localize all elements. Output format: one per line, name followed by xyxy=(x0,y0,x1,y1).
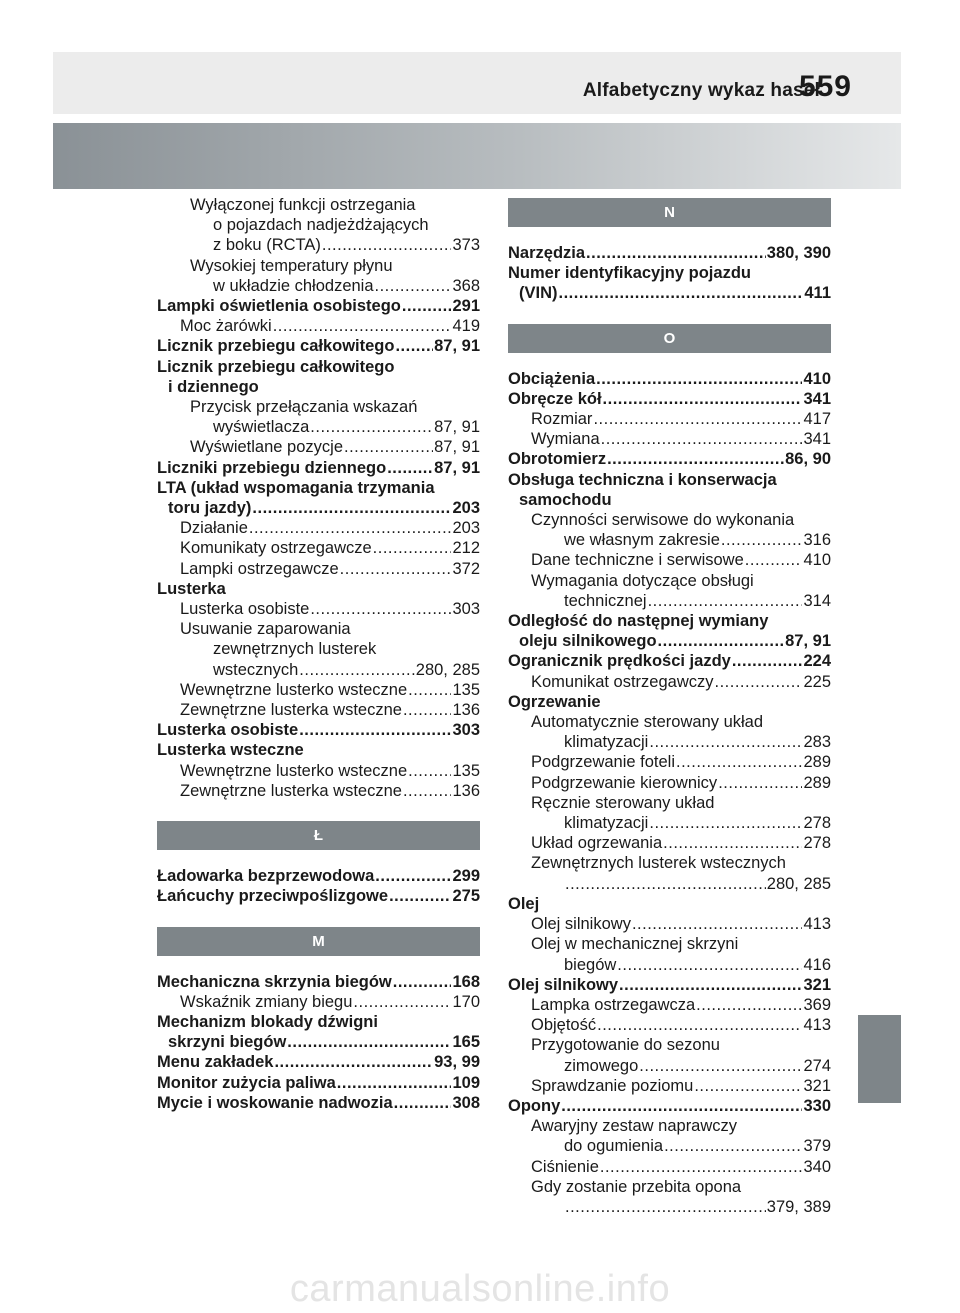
dot-leader xyxy=(664,1136,802,1156)
dot-leader xyxy=(394,1093,452,1113)
dot-leader xyxy=(408,761,451,781)
dot-leader xyxy=(601,429,803,449)
dot-leader xyxy=(648,591,803,611)
index-entry-term: Komunikaty ostrzegawcze xyxy=(180,539,372,558)
dot-leader xyxy=(310,417,433,437)
index-entry-term: Przycisk przełączania wskazań xyxy=(190,398,418,417)
dot-leader xyxy=(617,955,802,975)
index-entry-page: 86, 90 xyxy=(785,450,831,469)
dot-leader xyxy=(593,409,802,429)
index-entry xyxy=(508,571,831,591)
index-entry xyxy=(157,1012,480,1032)
index-entry-term: Olej w mechanicznej skrzyni xyxy=(531,935,739,954)
index-entry-page: 413 xyxy=(803,1016,831,1035)
index-entry-term: o pojazdach nadjeżdżających xyxy=(213,216,429,235)
dot-leader xyxy=(565,874,766,894)
index-entry-term: Ładowarka bezprzewodowa xyxy=(157,867,375,886)
dot-leader xyxy=(721,530,803,550)
dot-leader xyxy=(649,732,802,752)
index-entry-page: 321 xyxy=(803,975,831,994)
index-entry-page: 170 xyxy=(452,992,480,1011)
index-entry-term: samochodu xyxy=(519,490,612,509)
dot-leader xyxy=(393,972,452,992)
section-header: N xyxy=(508,198,831,227)
index-entry xyxy=(157,215,480,235)
index-entry-term: Lampki oświetlenia osobistego xyxy=(157,297,401,316)
index-entry-page: 303 xyxy=(452,721,480,740)
index-entry xyxy=(157,235,480,255)
index-entry xyxy=(157,1052,480,1072)
section-header: O xyxy=(508,324,831,353)
index-entry-term: Obrotomierz xyxy=(508,450,607,469)
dot-leader xyxy=(299,660,414,680)
dot-leader xyxy=(732,651,803,671)
index-entry xyxy=(508,409,831,429)
index-entry-term: Zewnętrzne lusterka wsteczne xyxy=(180,701,402,720)
index-entry-page: 308 xyxy=(452,1093,480,1112)
index-entry-term: Lusterka osobiste xyxy=(180,600,310,619)
index-entry xyxy=(508,1197,831,1217)
index-entry-page: 291 xyxy=(452,297,480,316)
dot-leader xyxy=(715,672,803,692)
index-entry-page: 316 xyxy=(803,531,831,550)
dot-leader xyxy=(619,975,802,995)
index-entry xyxy=(157,256,480,276)
index-entry xyxy=(157,498,480,518)
dot-leader xyxy=(375,276,452,296)
dot-leader xyxy=(344,437,433,457)
index-entry-page: 369 xyxy=(803,995,831,1014)
dot-leader xyxy=(663,833,802,853)
dot-leader xyxy=(639,1056,802,1076)
index-entry-term: Wymiana xyxy=(531,430,600,449)
index-entry xyxy=(157,992,480,1012)
index-entry-term: Gdy zostanie przebita opona xyxy=(531,1177,742,1196)
index-entry-term: Obsługa techniczna i konserwacja xyxy=(508,470,777,489)
watermark: carmanualsonline.info xyxy=(289,1268,671,1310)
index-entry xyxy=(157,316,480,336)
dot-leader xyxy=(586,243,766,263)
index-entry xyxy=(508,874,831,894)
index-entry-term: Wysokiej temperatury płynu xyxy=(190,256,393,275)
index-entry-page: 225 xyxy=(803,672,831,691)
index-entry xyxy=(508,773,831,793)
index-entry xyxy=(508,470,831,490)
dot-leader xyxy=(565,1197,766,1217)
dot-leader xyxy=(658,631,785,651)
index-entry-page: 224 xyxy=(803,652,831,671)
index-entry xyxy=(157,720,480,740)
index-entry-term: Opony xyxy=(508,1096,561,1115)
index-entry-page: 341 xyxy=(803,389,831,408)
index-entry-term: Lampki ostrzegawcze xyxy=(180,559,339,578)
index-entry-page: 340 xyxy=(803,1157,831,1176)
index-entry-term: Czynności serwisowe do wykonania xyxy=(531,511,795,530)
index-entry-term: Licznik przebiegu całkowitego xyxy=(157,337,395,356)
index-entry-term: LTA (układ wspomagania trzymania xyxy=(157,478,435,497)
dot-leader xyxy=(337,1073,452,1093)
dot-leader xyxy=(340,559,452,579)
index-entry xyxy=(157,680,480,700)
dot-leader xyxy=(676,752,802,772)
index-entry xyxy=(508,1177,831,1197)
index-entry-term: wyświetlacza xyxy=(213,418,310,437)
index-entry xyxy=(508,1056,831,1076)
index-entry-term: i dziennego xyxy=(168,377,259,396)
dot-leader xyxy=(387,458,433,478)
index-entry-term: Olej xyxy=(508,894,540,913)
index-entry-page: 87, 91 xyxy=(785,632,831,651)
index-entry-term: Olej silnikowy xyxy=(508,975,619,994)
dot-leader xyxy=(403,700,452,720)
index-entry xyxy=(508,449,831,469)
index-entry xyxy=(157,377,480,397)
index-entry-term: technicznej xyxy=(564,591,647,610)
index-entry xyxy=(508,955,831,975)
index-entry-page: 410 xyxy=(803,369,831,388)
index-entry xyxy=(508,914,831,934)
index-entry-term: Menu zakładek xyxy=(157,1053,274,1072)
index-entry xyxy=(157,781,480,801)
index-entry xyxy=(157,357,480,377)
index-entry-page: 136 xyxy=(452,781,480,800)
index-entry-page: 135 xyxy=(452,761,480,780)
dot-leader xyxy=(408,680,451,700)
index-entry-page: 330 xyxy=(803,1096,831,1115)
index-entry xyxy=(157,559,480,579)
index-entry-page: 168 xyxy=(452,972,480,991)
index-entry-term: do ogumienia xyxy=(564,1137,664,1156)
index-entry xyxy=(508,1157,831,1177)
index-entry-page: 411 xyxy=(804,284,831,303)
index-entry-term: Wyłączonej funkcji ostrzegania xyxy=(190,196,416,214)
index-entry-term: Licznik przebiegu całkowitego xyxy=(157,357,395,376)
index-entry-page: 87, 91 xyxy=(434,438,480,457)
index-entry xyxy=(157,740,480,760)
index-entry xyxy=(508,732,831,752)
dot-leader xyxy=(274,1052,433,1072)
index-entry-page: 274 xyxy=(803,1056,831,1075)
section-tab-marker xyxy=(858,1015,901,1103)
index-entry xyxy=(508,530,831,550)
index-entry-term: Lampka ostrzegawcza xyxy=(531,995,696,1014)
index-entry xyxy=(508,550,831,570)
index-entry xyxy=(508,510,831,530)
decorative-banner xyxy=(53,123,901,189)
dot-leader xyxy=(395,336,433,356)
index-entry-page: 303 xyxy=(452,600,480,619)
index-entry xyxy=(508,631,831,651)
index-entry xyxy=(508,853,831,873)
index-entry-page: 283 xyxy=(803,733,831,752)
section-header: M xyxy=(157,927,480,956)
index-entry-term: Wewnętrzne lusterko wsteczne xyxy=(180,761,408,780)
index-entry-page: 212 xyxy=(452,539,480,558)
dot-leader xyxy=(596,369,802,389)
dot-leader xyxy=(252,498,451,518)
index-entry xyxy=(157,538,480,558)
index-entry-term: Mechaniczna skrzynia biegów xyxy=(157,972,392,991)
index-entry xyxy=(157,518,480,538)
index-entry-page: 289 xyxy=(803,773,831,792)
index-entry xyxy=(508,752,831,772)
index-entry xyxy=(508,1136,831,1156)
index-entry-term: skrzyni biegów xyxy=(168,1033,287,1052)
index-entry-page: 380, 390 xyxy=(766,244,831,262)
index-entry xyxy=(157,660,480,680)
index-entry-term: zewnętrznych lusterek xyxy=(213,640,377,659)
index-entry xyxy=(157,195,480,215)
index-entry-page: 417 xyxy=(803,410,831,429)
index-entry-page: 203 xyxy=(452,519,480,538)
index-entry xyxy=(508,429,831,449)
index-entry-term: Rozmiar xyxy=(531,410,593,429)
index-entry-page: 419 xyxy=(452,317,480,336)
index-entry xyxy=(508,490,831,510)
index-entry-term: Liczniki przebiegu dziennego xyxy=(157,458,387,477)
dot-leader xyxy=(249,518,452,538)
index-entry-term: Sprawdzanie poziomu xyxy=(531,1076,694,1095)
section-header: Ł xyxy=(157,821,480,850)
index-column-right xyxy=(508,195,831,1217)
index-entry-page: 87, 91 xyxy=(434,337,480,356)
index-entry-page: 289 xyxy=(803,753,831,772)
index-entry-page: 203 xyxy=(452,499,480,518)
index-entry xyxy=(157,761,480,781)
index-entry xyxy=(508,712,831,732)
index-entry-page: 372 xyxy=(452,559,480,578)
dot-leader xyxy=(561,1096,802,1116)
index-entry-page: 321 xyxy=(803,1076,831,1095)
index-entry-term: Ogrzewanie xyxy=(508,692,601,711)
dot-leader xyxy=(287,1032,451,1052)
index-entry-page: 314 xyxy=(803,591,831,610)
index-entry-page: 87, 91 xyxy=(434,458,480,477)
index-entry-term: Narzędzia xyxy=(508,244,586,262)
index-entry xyxy=(508,263,831,283)
index-entry-term: Podgrzewanie foteli xyxy=(531,753,676,772)
index-entry-term: Wskaźnik zmiany biegu xyxy=(180,992,353,1011)
dot-leader xyxy=(718,773,802,793)
index-entry-page: 109 xyxy=(452,1073,480,1092)
index-entry-term: Zewnętrznych lusterek wstecznych xyxy=(531,854,786,873)
index-entry-term: toru jazdy) xyxy=(168,499,252,518)
index-entry-page: 416 xyxy=(803,955,831,974)
dot-leader xyxy=(745,550,803,570)
index-entry xyxy=(508,369,831,389)
index-entry-page: 379, 389 xyxy=(766,1197,831,1216)
page-title: Alfabetyczny wykaz haseł xyxy=(582,80,820,101)
index-entry-term: Ogranicznik prędkości jazdy xyxy=(508,652,731,671)
index-entry-term: Układ ogrzewania xyxy=(531,834,663,853)
index-column-left xyxy=(157,195,480,1113)
dot-leader xyxy=(597,1015,802,1035)
dot-leader xyxy=(273,316,452,336)
index-entry-page: 341 xyxy=(803,430,831,449)
dot-leader xyxy=(299,720,451,740)
index-entry-page: 410 xyxy=(803,551,831,570)
index-entry xyxy=(508,833,831,853)
index-entry xyxy=(157,700,480,720)
index-entry xyxy=(157,397,480,417)
index-entry xyxy=(508,1076,831,1096)
index-entry xyxy=(157,1073,480,1093)
index-entry-term: Dane techniczne i serwisowe xyxy=(531,551,744,570)
index-entry-page: 275 xyxy=(452,887,480,906)
dot-leader xyxy=(696,995,802,1015)
index-entry-term: Usuwanie zaparowania xyxy=(180,620,351,639)
index-entry xyxy=(157,1032,480,1052)
index-entry-term: Ręcznie sterowany układ xyxy=(531,793,715,812)
index-entry xyxy=(508,1015,831,1035)
index-entry-term: w układzie chłodzenia xyxy=(213,276,374,295)
index-entry xyxy=(508,672,831,692)
index-entry xyxy=(508,813,831,833)
dot-leader xyxy=(310,599,451,619)
index-entry xyxy=(157,478,480,498)
index-entry-page: 87, 91 xyxy=(434,418,480,437)
index-entry-term: Wewnętrzne lusterko wsteczne xyxy=(180,680,408,699)
index-entry xyxy=(157,886,480,906)
index-entry-term: Zewnętrzne lusterka wsteczne xyxy=(180,781,402,800)
index-entry-term: Działanie xyxy=(180,519,248,538)
index-entry-term: oleju silnikowego xyxy=(519,632,657,651)
index-entry-term: wstecznych xyxy=(213,660,299,679)
index-entry xyxy=(508,1096,831,1116)
dot-leader xyxy=(389,886,451,906)
index-entry-page: 278 xyxy=(803,834,831,853)
index-entry-term: Komunikat ostrzegawczy xyxy=(531,672,714,691)
index-entry xyxy=(157,296,480,316)
index-entry-term: Numer identyfikacyjny pojazdu xyxy=(508,264,751,283)
index-entry xyxy=(157,276,480,296)
index-entry-page: 165 xyxy=(452,1033,480,1052)
index-entry xyxy=(157,866,480,886)
dot-leader xyxy=(373,538,452,558)
dot-leader xyxy=(403,781,452,801)
index-entry-page: 379 xyxy=(803,1137,831,1156)
index-entry-term: zimowego xyxy=(564,1056,639,1075)
index-entry-term: (VIN) xyxy=(519,284,558,303)
index-entry xyxy=(508,611,831,631)
dot-leader xyxy=(559,283,804,303)
index-entry xyxy=(508,793,831,813)
index-entry-term: Przygotowanie do sezonu xyxy=(531,1036,720,1055)
index-entry-term: Podgrzewanie kierownicy xyxy=(531,773,718,792)
index-entry-term: Łańcuchy przeciwpoślizgowe xyxy=(157,887,389,906)
index-entry xyxy=(508,894,831,914)
index-entry-term: klimatyzacji xyxy=(564,733,649,752)
index-entry-term: Ciśnienie xyxy=(531,1157,599,1176)
index-entry xyxy=(157,417,480,437)
index-entry-term: Lusterka wsteczne xyxy=(157,741,304,760)
index-entry xyxy=(157,437,480,457)
index-entry-term: Lusterka xyxy=(157,579,226,598)
dot-leader xyxy=(632,914,803,934)
index-entry xyxy=(508,975,831,995)
index-entry-page: 413 xyxy=(803,915,831,934)
dot-leader xyxy=(694,1076,802,1096)
index-entry xyxy=(508,651,831,671)
index-entry-term: biegów xyxy=(564,955,617,974)
dot-leader xyxy=(600,1157,803,1177)
index-entry-term: Mycie i woskowanie nadwozia xyxy=(157,1093,393,1112)
index-entry-page: 299 xyxy=(452,867,480,886)
index-entry-page: 280, 285 xyxy=(766,874,831,893)
index-entry-term: Lusterka osobiste xyxy=(157,721,299,740)
index-entry xyxy=(508,243,831,263)
index-entry-term: z boku (RCTA) xyxy=(213,236,321,255)
index-entry-page: 280, 285 xyxy=(415,660,480,679)
index-entry-term: Objętość xyxy=(531,1016,597,1035)
index-entry xyxy=(157,639,480,659)
index-entry xyxy=(508,1035,831,1055)
index-entry xyxy=(157,972,480,992)
index-entry xyxy=(508,389,831,409)
index-entry-page: 136 xyxy=(452,701,480,720)
index-entry-term: Monitor zużycia paliwa xyxy=(157,1073,336,1092)
index-entry-page: 368 xyxy=(452,276,480,295)
dot-leader xyxy=(322,235,452,255)
index-entry-term: Olej silnikowy xyxy=(531,915,631,934)
index-entry-term: Obciążenia xyxy=(508,369,596,388)
index-entry xyxy=(508,591,831,611)
index-entry xyxy=(157,1093,480,1113)
index-entry xyxy=(508,934,831,954)
index-entry-term: Automatycznie sterowany układ xyxy=(531,713,764,732)
dot-leader xyxy=(603,389,803,409)
dot-leader xyxy=(375,866,451,886)
index-entry-term: Mechanizm blokady dźwigni xyxy=(157,1012,378,1031)
index-entry-page: 278 xyxy=(803,814,831,833)
index-entry xyxy=(508,995,831,1015)
index-entry xyxy=(157,458,480,478)
index-entry-page: 135 xyxy=(452,680,480,699)
page-number: 559 xyxy=(798,70,852,103)
index-entry xyxy=(157,619,480,639)
index-entry xyxy=(508,1116,831,1136)
index-entry-page: 93, 99 xyxy=(434,1053,480,1072)
index-entry-term: Obręcze kół xyxy=(508,389,602,408)
index-entry xyxy=(157,599,480,619)
index-entry-term: Awaryjny zestaw naprawczy xyxy=(531,1117,738,1136)
index-entry xyxy=(508,692,831,712)
index-entry-term: we własnym zakresie xyxy=(564,531,720,550)
index-entry-term: Moc żarówki xyxy=(180,317,272,336)
dot-leader xyxy=(649,813,802,833)
index-entry-page: 373 xyxy=(452,236,480,255)
dot-leader xyxy=(607,449,784,469)
index-entry xyxy=(157,336,480,356)
dot-leader xyxy=(353,992,451,1012)
index-entry-term: Wymagania dotyczące obsługi xyxy=(531,571,754,590)
index-entry xyxy=(508,283,831,303)
index-entry xyxy=(157,579,480,599)
index-entry-term: Wyświetlane pozycje xyxy=(190,438,343,457)
index-entry-term: Odległość do następnej wymiany xyxy=(508,612,769,631)
index-entry-term: klimatyzacji xyxy=(564,814,649,833)
dot-leader xyxy=(402,296,452,316)
